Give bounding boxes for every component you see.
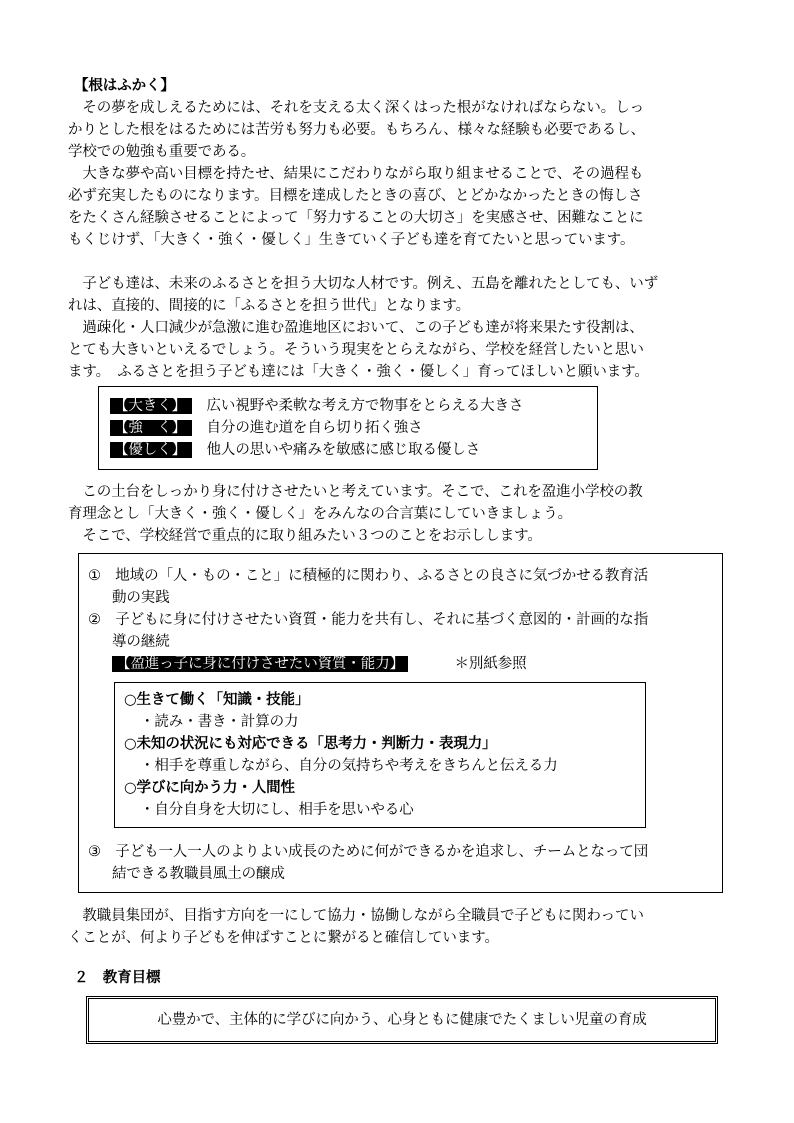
focus-item-2-cont: 導の継続 — [112, 634, 170, 650]
focus-item-3: ③ 子ども一人一人のよりよい成長のために何ができるかを追求し、チームとなって団 — [88, 844, 649, 860]
paragraph-line: 過疎化・人口減少が急激に進む盈進地区において、この子ども達が将来果たす役割は、 — [68, 320, 644, 336]
paragraph-line: 育理念とし「大きく・強く・優しく」をみんなの合言葉にしていきましょう。 — [68, 506, 572, 522]
ability-detail: ・読み・書き・計算の力 — [140, 714, 299, 730]
paragraph-line: をたくさん経験させることによって「努力することの大切さ」を実感させ、困難なことに — [68, 210, 644, 226]
trait-tag: 【優しく】 — [110, 442, 192, 458]
section-heading-education-goal: ２ 教育目標 — [74, 970, 161, 986]
paragraph-line: 大きな夢や高い目標を持たせ、結果にこだわりながら取り組ませることで、その過程も — [68, 166, 644, 182]
education-goal-text: 心豊かで、主体的に学びに向かう、心身ともに健康でたくましい児童の育成 — [157, 1012, 647, 1028]
focus-item-1-cont: 動の実践 — [112, 590, 170, 606]
abilities-tag: 【盈進っ子に身に付けさせたい資質・能力】 — [112, 656, 408, 672]
trait-text: 他人の思いや痛みを敏感に感じ取る優しさ — [206, 442, 481, 458]
trait-row — [110, 418, 423, 439]
paragraph-line: くことが、何より子どもを伸ばすことに繋がると確信しています。 — [68, 930, 499, 946]
paragraph-line: かりとした根をはるためには苦労も努力も必要。もちろん、様々な経験も必要であるし、 — [68, 122, 645, 138]
reference-note: ＊別紙参照 — [454, 656, 527, 672]
paragraph-line: 必ず充実したものになります。目標を達成したときの喜び、とどかなかったときの悔しさ — [68, 188, 643, 204]
ability-title: ○未知の状況にも対応できる「思考力・判断力・表現力」 — [124, 736, 497, 752]
paragraph-line: そこで、学校経営で重点的に取り組みたい３つのことをお示しします。 — [68, 528, 542, 544]
trait-row — [110, 440, 480, 461]
trait-tag: 【大きく】 — [110, 398, 192, 414]
ability-detail: ・相手を尊重しながら、自分の気持ちや考えをきちんと伝える力 — [140, 758, 558, 774]
trait-tag: 【強 く】 — [110, 420, 192, 436]
paragraph-line: この土台をしっかり身に付けさせたいと考えています。そこで、これを盈進小学校の教 — [68, 484, 643, 500]
trait-text: 広い視野や柔軟な考え方で物事をとらえる大きさ — [206, 398, 524, 414]
paragraph-line: その夢を成しえるためには、それを支える太く深くはった根がなければならない。しっ — [68, 100, 644, 116]
trait-text: 自分の進む道を自ら切り拓く強さ — [206, 420, 423, 436]
paragraph-line: もくじけず、｢大きく・強く・優しく」生きていく子ども達を育てたいと思っています。 — [68, 232, 635, 248]
paragraph-line: 子ども達は、未来のふるさとを担う大切な人材です。例え、五島を離れたとしても、いず — [68, 276, 659, 292]
paragraph-line: れは、直接的、間接的に「ふるさとを担う世代」となります。 — [68, 298, 471, 314]
paragraph-line: 教職員集団が、目指す方向を一にして協力・協働しながら全職員で子どもに関わってい — [68, 908, 644, 924]
focus-item-2: ② 子どもに身に付けさせたい資質・能力を共有し、それに基づく意図的・計画的な指 — [88, 612, 649, 628]
ability-title: ○学びに向かう力・人間性 — [124, 780, 295, 796]
paragraph-line: ます。 ふるさとを担う子ども達には「大きく・強く・優しく」育ってほしいと願います。 — [68, 364, 649, 380]
abilities-subheading — [112, 654, 527, 675]
ability-detail: ・自分自身を大切にし、相手を思いやる心 — [140, 802, 414, 818]
ability-title: ○生きて働く「知識・技能」 — [124, 692, 310, 708]
section-heading-roots: 【根はふかく】 — [74, 78, 175, 94]
paragraph-line: 学校での勉強も重要である。 — [68, 144, 256, 160]
paragraph-line: とても大きいといえるでしょう。そういう現実をとらえながら、学校を経営したいと思い — [68, 342, 644, 358]
trait-row — [110, 396, 523, 417]
focus-item-3-cont: 結できる教職員風土の醸成 — [112, 866, 285, 882]
focus-item-1: ① 地域の「人・もの・こと」に積極的に関わり、ふるさとの良さに気づかせる教育活 — [88, 568, 649, 584]
